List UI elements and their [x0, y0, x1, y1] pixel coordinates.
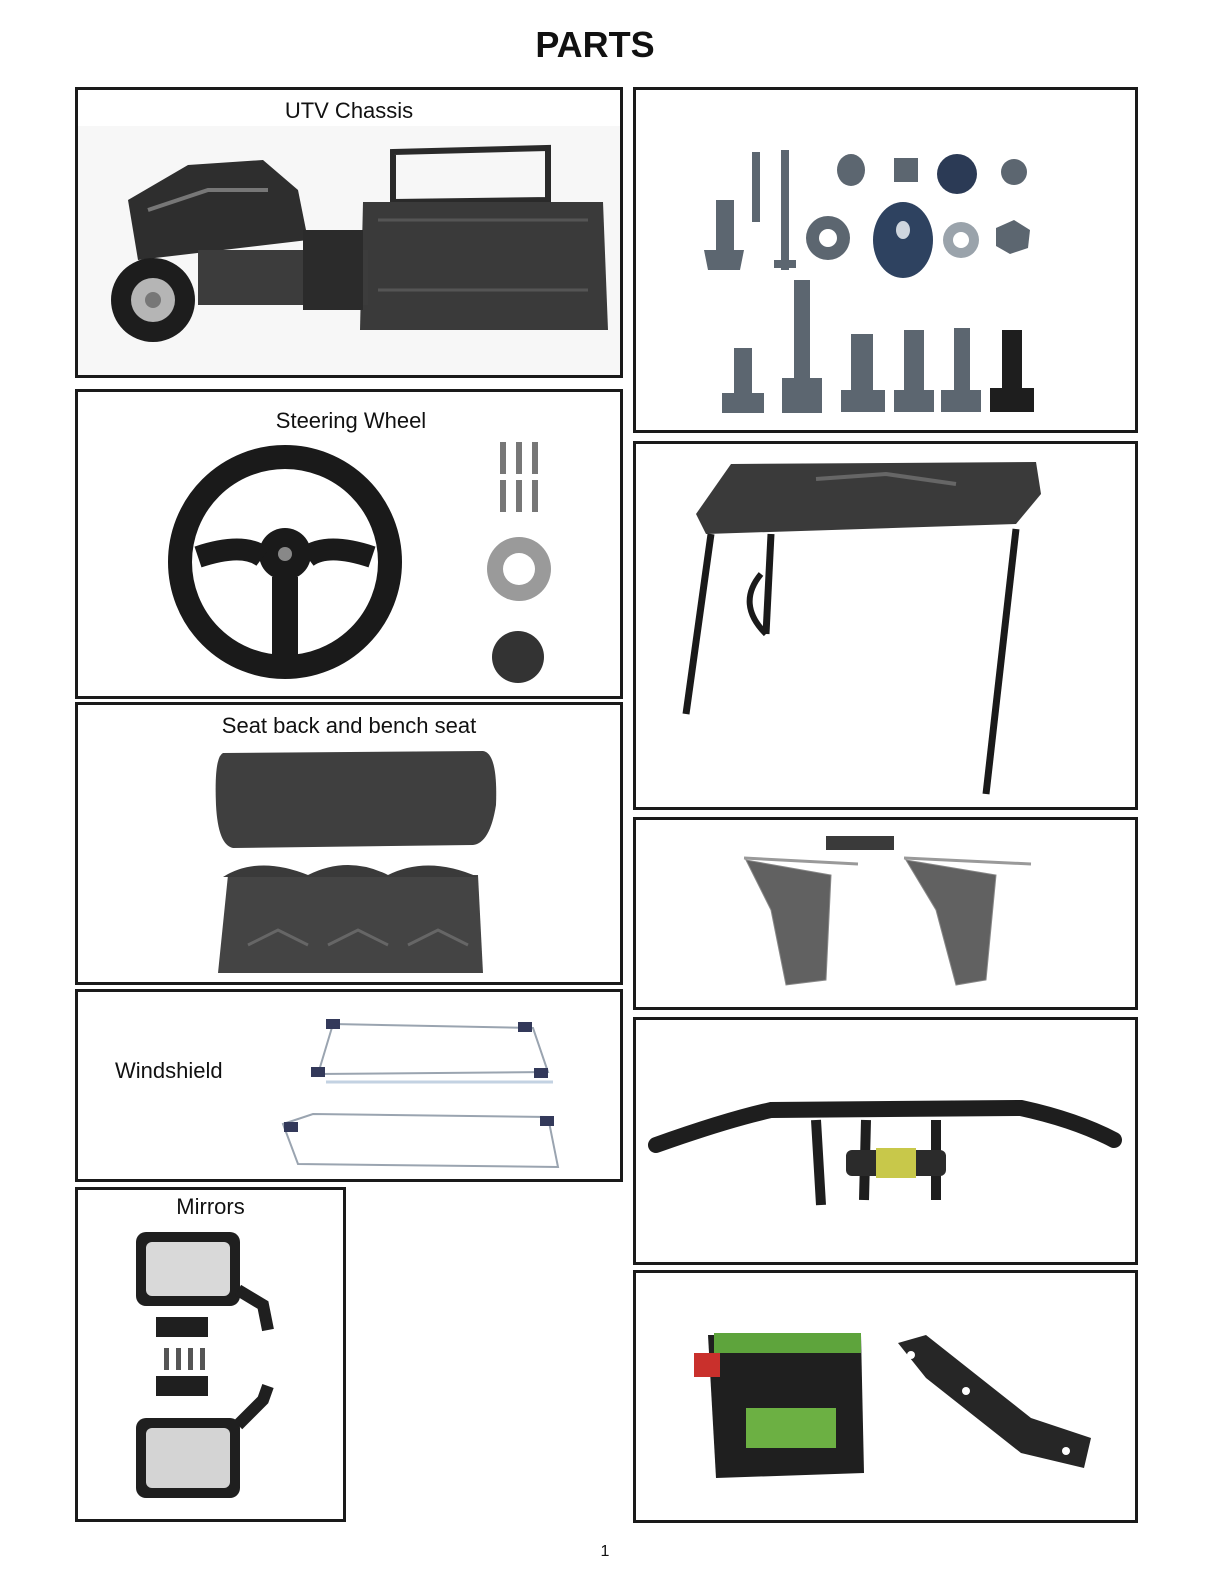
panel-battery-bracket — [633, 1270, 1138, 1523]
bumper-winch-photo — [636, 1020, 1138, 1265]
seat-photo — [78, 705, 623, 985]
panel-windshield — [75, 989, 623, 1182]
panel-steering-wheel — [75, 389, 623, 699]
panel-bumper-winch — [633, 1017, 1138, 1265]
bracket-photo — [636, 1273, 1138, 1523]
bolt-kit-photo — [636, 90, 1138, 433]
panel-seat — [75, 702, 623, 985]
mirror-photo — [78, 1190, 346, 1522]
panel-hardware — [633, 87, 1138, 433]
safety-net-photo — [636, 820, 1138, 1010]
panel-label-utv-chassis: UTV Chassis — [284, 98, 414, 123]
panel-label-mirrors: Mirrors — [176, 1194, 245, 1219]
windshield-photo — [78, 992, 623, 1182]
panel-label-steering-wheel: Steering Wheel — [275, 408, 427, 433]
roof-photo — [636, 444, 1138, 810]
panel-label-seat: Seat back and bench seat — [221, 713, 477, 738]
panel-safety-net — [633, 817, 1138, 1010]
utv-chassis-photo — [78, 90, 623, 378]
steering-wheel-photo — [78, 392, 623, 699]
panel-mirrors — [75, 1187, 346, 1522]
panel-roof — [633, 441, 1138, 810]
panel-label-windshield: Windshield — [115, 1058, 223, 1083]
page-number: 1 — [600, 1543, 610, 1560]
page-title: PARTS — [535, 24, 655, 65]
panel-utv-chassis — [75, 87, 623, 378]
